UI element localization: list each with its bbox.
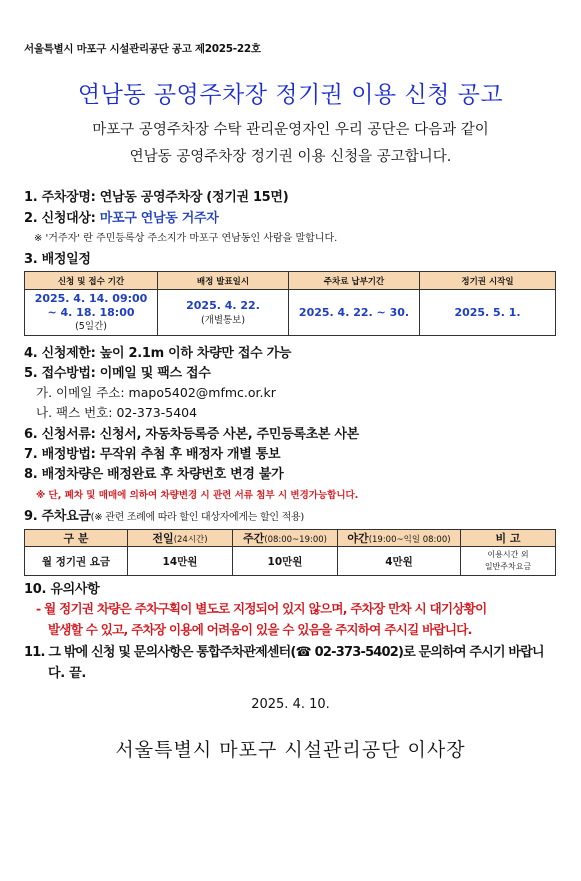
section-assignment: 7. 배정방법: 무작위 추첨 후 배정자 개별 통보 [24,447,281,462]
application-period-cell [25,290,158,336]
section-inquiry: 11. 그 밖에 신청 및 문의사항은 통합주차관제센터(☎ 02-373-5402)로 문의하여 주시기 바랍니 [24,645,544,660]
table-header: 주차료 납부기간 [289,272,420,290]
caution-line-2: 발생할 수 있고, 주차장 이용에 어려움이 있을 수 있음을 주지하여 주시길 바랍니다. [48,622,472,637]
section-label: 1. 주차장명: [24,190,100,205]
table-header [338,530,461,547]
fee-remark [461,547,556,576]
section-inquiry-end: 다. 끝. [48,666,87,681]
section-restriction: 4. 신청제한: 높이 2.1m 이하 차량만 접수 가능 [24,346,292,361]
fee-day: 10만원 [233,547,338,576]
header-sub: (19:00~익일 08:00) [368,535,451,545]
header-main: 야간 [347,532,369,545]
fee-row-label: 월 정기권 요금 [25,547,128,576]
notice-number: 서울특별시 마포구 시설관리공단 공고 제2025-22호 [24,43,261,55]
announce-cell [158,290,289,336]
section-value: 연남동 공영주차장 (정기권 15면) [99,190,289,205]
intro-line-1: 마포구 공영주차장 수탁 관리운영자인 우리 공단은 다음과 같이 [92,122,489,138]
resident-note: ※ '거주자' 란 주민등록상 주소지가 마포구 연남동인 사람을 말합니다. [34,233,338,244]
table-header: 구 분 [25,530,128,547]
page-title: 연남동 공영주차장 정기권 이용 신청 공고 [77,82,504,108]
header-sub: (08:00~19:00) [264,535,327,545]
payment-period-cell: 2025. 4. 22. ~ 30. [289,290,420,336]
notice-date: 2025. 4. 10. [251,697,330,712]
signature: 서울특별시 마포구 시설관리공단 이사장 [115,739,466,761]
vehicle-change-note: ※ 단, 폐차 및 매매에 의하여 차량변경 시 관련 서류 첨부 시 변경가능합니다. [36,490,359,501]
period-days: (5일간) [75,320,107,332]
period-end: ~ 4. 18. 18:00 [47,305,135,319]
table-header: 신청 및 접수 기간 [25,272,158,290]
period-start: 2025. 4. 14. 09:00 [34,291,148,305]
table-header: 비 고 [461,530,556,547]
section-caution: 10. 유의사항 [24,582,100,597]
section-label: 2. 신청대상: [24,211,100,226]
remark-line: 이용시간 외 [487,550,529,559]
header-main: 주간 [242,532,265,545]
announce-date: 2025. 4. 22. [186,298,260,312]
intro-line-2: 연남동 공영주차장 정기권 이용 신청을 공고합니다. [129,149,452,165]
table-header: 정기권 시작일 [420,272,556,290]
table-header [128,530,233,547]
section-documents: 6. 신청서류: 신청서, 자동차등록증 사본, 주민등록초본 사본 [24,427,359,442]
fax-number: 나. 팩스 번호: 02-373-5404 [36,405,198,420]
announce-note: (개별통보) [200,314,246,326]
table-header [233,530,338,547]
header-sub: (24시간) [173,535,208,545]
fee-note: (※ 관련 조례에 따라 할인 대상자에게는 할인 적용) [90,512,304,523]
section-label: 9. 주차요금 [24,509,91,524]
header-main: 전일 [152,532,174,545]
fee-table [24,529,556,576]
section-parking-name [24,186,288,205]
remark-line: 일반주차요금 [484,562,532,571]
section-value: 마포구 연남동 거주자 [99,211,219,226]
fee-night: 4만원 [338,547,461,576]
start-date-cell: 2025. 5. 1. [420,290,556,336]
table-header: 배정 발표일시 [158,272,289,290]
section-target [24,207,219,226]
email-address: 가. 이메일 주소: mapo5402@mfmc.or.kr [36,385,276,400]
section-method: 5. 접수방법: 이메일 및 팩스 접수 [24,366,211,381]
section-vehicle: 8. 배정차량은 배정완료 후 차량번호 변경 불가 [24,467,284,482]
section-schedule: 3. 배정일정 [24,252,91,267]
caution-line-1: - 월 정기권 차량은 주차구획이 별도로 지정되어 있지 않으며, 주차장 만차 시 대기상황이 [36,601,487,616]
section-fee [24,505,304,524]
fee-allday: 14만원 [128,547,233,576]
schedule-table [24,271,556,336]
